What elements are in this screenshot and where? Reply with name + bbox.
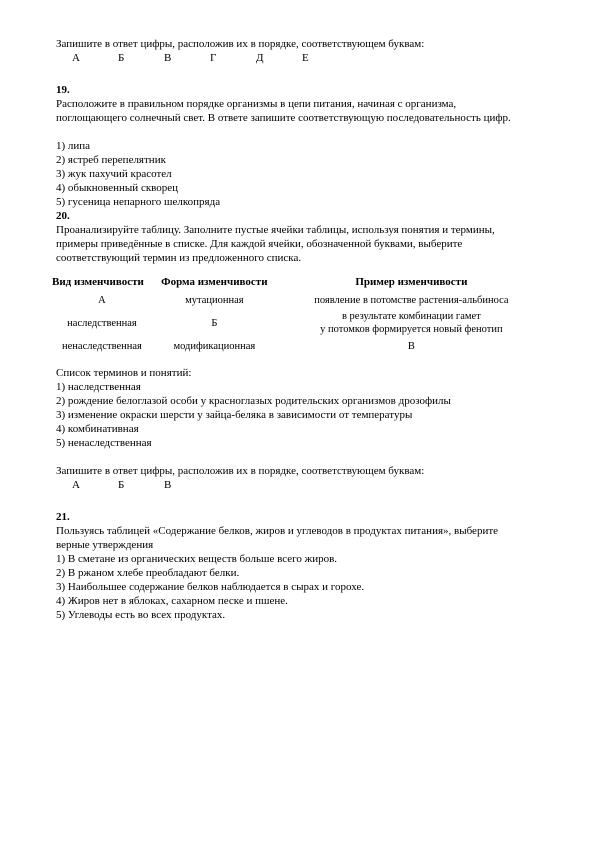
table-header-cell: Форма изменчивости <box>161 276 268 288</box>
answer-letters <box>56 478 546 492</box>
table-cell: ненаследственная <box>62 340 142 352</box>
list-item: 3) изменение окраски шерсти у зайца-беляка в зависимости от температуры <box>56 409 413 421</box>
worksheet-page <box>52 37 546 622</box>
table-row <box>52 338 546 354</box>
list-item: 2) рождение белоглазой особи у красноглазых родительских организмов дрозофилы <box>56 395 451 407</box>
option-item: 2) В ржаном хлебе преобладают белки. <box>56 567 240 579</box>
table-header-cell: Вид изменчивости <box>52 276 144 288</box>
table-row <box>52 308 546 338</box>
option-item: 3) жук пахучий красотел <box>56 168 172 180</box>
table-cell-line: в результате комбинации гамет <box>341 311 481 322</box>
option-item: 4) обыкновенный скворец <box>56 182 179 194</box>
letter-v: В <box>164 52 172 64</box>
table-cell: модификационная <box>173 340 256 352</box>
answer-instruction: Запишите в ответ цифры, расположив их в порядке, соответствующем буквам: <box>56 465 425 477</box>
letter-v: В <box>164 479 172 491</box>
option-item: 5) Углеводы есть во всех продуктах. <box>56 609 226 621</box>
table-cell: наследственная <box>67 317 137 329</box>
letter-d: Д <box>256 52 264 64</box>
question-text: Расположите в правильном порядке организмы в цепи питания, начиная с организма, <box>56 98 457 110</box>
list-item: 1) наследственная <box>56 381 141 393</box>
letter-g: Г <box>210 52 217 64</box>
letter-e: Е <box>302 52 309 64</box>
letter-a: А <box>72 479 80 491</box>
table-cell <box>277 308 546 338</box>
letter-a: А <box>72 52 80 64</box>
table-cell-line: у потомков формируется новый фенотип <box>320 324 503 335</box>
answer-instruction: Запишите в ответ цифры, расположив их в порядке, соответствующем буквам: <box>56 38 425 50</box>
list-item: 4) комбинативная <box>56 423 139 435</box>
question-text: Пользуясь таблицей «Содержание белков, жиров и углеводов в продуктах питания», выберите <box>56 525 499 537</box>
question-text: Проанализируйте таблицу. Заполните пустые ячейки таблицы, используя понятия и термины, <box>56 224 495 236</box>
question-text: примеры приведённые в списке. Для каждой ячейки, обозначенной буквами, выберите <box>56 238 463 250</box>
option-item: 1) липа <box>56 140 91 152</box>
option-item: 4) Жиров нет в яблоках, сахарном песке и пшене. <box>56 595 288 607</box>
option-item: 1) В сметане из органических веществ больше всего жиров. <box>56 553 338 565</box>
table-cell: В <box>407 340 415 352</box>
table-cell: Б <box>211 317 218 329</box>
question-number: 19. <box>56 84 70 96</box>
letter-b: Б <box>118 52 125 64</box>
letter-b: Б <box>118 479 125 491</box>
option-item: 2) ястреб перепелятник <box>56 154 166 166</box>
table-row <box>52 292 546 308</box>
table-header-cell: Пример изменчивости <box>355 276 468 288</box>
question-text: верные утверждения <box>56 539 154 551</box>
question-number: 20. <box>56 210 70 222</box>
question-text: поглощающего солнечный свет. В ответе запишите соответствующую последовательность цифр. <box>56 112 511 124</box>
list-item: 5) ненаследственная <box>56 437 152 449</box>
terms-list-title: Список терминов и понятий: <box>56 367 192 379</box>
table-cell: А <box>98 294 106 306</box>
variability-table <box>52 275 546 354</box>
question-text: соответствующий термин из предложенного списка. <box>56 252 302 264</box>
table-header-row <box>52 275 546 292</box>
answer-letters <box>56 51 546 65</box>
table-cell: появление в потомстве растения-альбиноса <box>314 294 509 306</box>
question-number: 21. <box>56 511 70 523</box>
option-item: 5) гусеница непарного шелкопряда <box>56 196 221 208</box>
option-item: 3) Наибольшее содержание белков наблюдается в сырах и горохе. <box>56 581 365 593</box>
table-cell: мутационная <box>185 294 244 306</box>
